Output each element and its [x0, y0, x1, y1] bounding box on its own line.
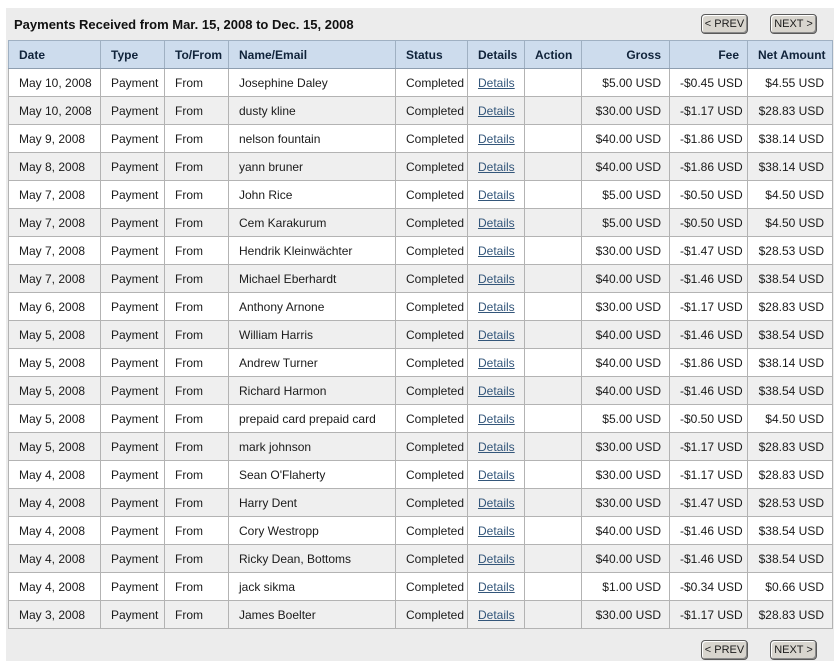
details-link[interactable]: Details	[478, 103, 515, 118]
name-email-cell: mark johnson	[229, 433, 396, 461]
fee-cell: -$1.47 USD	[670, 237, 748, 265]
fee-cell: -$1.86 USD	[670, 125, 748, 153]
payments-table-body	[9, 69, 833, 629]
type-cell: Payment	[101, 461, 165, 489]
details-link[interactable]: Details	[478, 299, 515, 314]
fee-cell: -$0.50 USD	[670, 181, 748, 209]
date-cell: May 5, 2008	[9, 433, 101, 461]
action-cell	[525, 69, 582, 97]
status-cell: Completed	[396, 125, 468, 153]
type-cell: Payment	[101, 125, 165, 153]
action-cell	[525, 97, 582, 125]
to-from-cell: From	[165, 433, 229, 461]
details-cell	[468, 489, 525, 517]
action-cell	[525, 489, 582, 517]
type-cell: Payment	[101, 489, 165, 517]
net-amount-cell: $4.50 USD	[748, 209, 833, 237]
details-cell	[468, 153, 525, 181]
fee-cell: -$1.17 USD	[670, 601, 748, 629]
date-cell: May 7, 2008	[9, 209, 101, 237]
gross-cell: $40.00 USD	[582, 545, 670, 573]
date-cell: May 5, 2008	[9, 377, 101, 405]
status-cell: Completed	[396, 69, 468, 97]
table-row	[9, 517, 833, 545]
net-amount-cell: $38.14 USD	[748, 125, 833, 153]
date-cell: May 7, 2008	[9, 237, 101, 265]
action-cell	[525, 573, 582, 601]
status-cell: Completed	[396, 209, 468, 237]
net-amount-cell: $28.53 USD	[748, 237, 833, 265]
type-cell: Payment	[101, 545, 165, 573]
type-cell: Payment	[101, 237, 165, 265]
details-link[interactable]: Details	[478, 411, 515, 426]
status-cell: Completed	[396, 265, 468, 293]
details-link[interactable]: Details	[478, 439, 515, 454]
table-row	[9, 237, 833, 265]
type-cell: Payment	[101, 209, 165, 237]
to-from-cell: From	[165, 293, 229, 321]
details-link[interactable]: Details	[478, 131, 515, 146]
details-cell	[468, 545, 525, 573]
to-from-cell: From	[165, 181, 229, 209]
action-cell	[525, 321, 582, 349]
payments-panel	[6, 8, 834, 661]
fee-cell: -$1.86 USD	[670, 153, 748, 181]
details-link[interactable]: Details	[478, 215, 515, 230]
gross-cell: $40.00 USD	[582, 265, 670, 293]
gross-cell: $1.00 USD	[582, 573, 670, 601]
status-cell: Completed	[396, 181, 468, 209]
fee-cell: -$0.45 USD	[670, 69, 748, 97]
status-cell: Completed	[396, 349, 468, 377]
details-cell	[468, 405, 525, 433]
net-amount-cell: $38.14 USD	[748, 153, 833, 181]
details-cell	[468, 97, 525, 125]
name-email-cell: Richard Harmon	[229, 377, 396, 405]
fee-cell: -$1.46 USD	[670, 265, 748, 293]
net-amount-cell: $28.83 USD	[748, 461, 833, 489]
details-cell	[468, 349, 525, 377]
status-cell: Completed	[396, 461, 468, 489]
type-cell: Payment	[101, 433, 165, 461]
details-cell	[468, 517, 525, 545]
gross-cell: $5.00 USD	[582, 209, 670, 237]
date-cell: May 3, 2008	[9, 601, 101, 629]
table-row	[9, 601, 833, 629]
prev-button-top[interactable]: < PREV	[701, 14, 748, 34]
date-cell: May 7, 2008	[9, 265, 101, 293]
type-cell: Payment	[101, 573, 165, 601]
details-link[interactable]: Details	[478, 271, 515, 286]
table-row	[9, 433, 833, 461]
top-pagination	[701, 14, 817, 34]
details-link[interactable]: Details	[478, 467, 515, 482]
name-email-cell: prepaid card prepaid card	[229, 405, 396, 433]
gross-cell: $30.00 USD	[582, 97, 670, 125]
table-row	[9, 545, 833, 573]
action-cell	[525, 181, 582, 209]
name-email-cell: Josephine Daley	[229, 69, 396, 97]
name-email-cell: James Boelter	[229, 601, 396, 629]
details-link[interactable]: Details	[478, 355, 515, 370]
date-cell: May 10, 2008	[9, 69, 101, 97]
type-cell: Payment	[101, 69, 165, 97]
details-cell	[468, 237, 525, 265]
date-cell: May 5, 2008	[9, 349, 101, 377]
name-email-cell: nelson fountain	[229, 125, 396, 153]
gross-cell: $40.00 USD	[582, 377, 670, 405]
fee-cell: -$0.50 USD	[670, 209, 748, 237]
details-cell	[468, 125, 525, 153]
name-email-cell: yann bruner	[229, 153, 396, 181]
net-amount-cell: $38.54 USD	[748, 545, 833, 573]
details-link[interactable]: Details	[478, 383, 515, 398]
details-cell	[468, 377, 525, 405]
type-cell: Payment	[101, 377, 165, 405]
details-cell	[468, 573, 525, 601]
action-cell	[525, 125, 582, 153]
table-row	[9, 209, 833, 237]
gross-cell: $30.00 USD	[582, 293, 670, 321]
net-amount-cell: $38.54 USD	[748, 377, 833, 405]
fee-cell: -$1.17 USD	[670, 97, 748, 125]
gross-cell: $30.00 USD	[582, 489, 670, 517]
details-link[interactable]: Details	[478, 75, 515, 90]
column-header-date: Date	[9, 41, 101, 69]
to-from-cell: From	[165, 517, 229, 545]
fee-cell: -$0.34 USD	[670, 573, 748, 601]
status-cell: Completed	[396, 601, 468, 629]
status-cell: Completed	[396, 545, 468, 573]
column-header-details: Details	[468, 41, 525, 69]
net-amount-cell: $4.50 USD	[748, 181, 833, 209]
status-cell: Completed	[396, 573, 468, 601]
type-cell: Payment	[101, 405, 165, 433]
date-cell: May 5, 2008	[9, 405, 101, 433]
status-cell: Completed	[396, 153, 468, 181]
date-cell: May 9, 2008	[9, 125, 101, 153]
column-header-gross: Gross	[582, 41, 670, 69]
type-cell: Payment	[101, 153, 165, 181]
details-link[interactable]: Details	[478, 243, 515, 258]
to-from-cell: From	[165, 153, 229, 181]
gross-cell: $40.00 USD	[582, 153, 670, 181]
type-cell: Payment	[101, 601, 165, 629]
table-header-row	[9, 41, 833, 69]
details-cell	[468, 209, 525, 237]
table-row	[9, 461, 833, 489]
net-amount-cell: $28.53 USD	[748, 489, 833, 517]
date-cell: May 6, 2008	[9, 293, 101, 321]
table-row	[9, 153, 833, 181]
fee-cell: -$1.46 USD	[670, 377, 748, 405]
type-cell: Payment	[101, 293, 165, 321]
net-amount-cell: $28.83 USD	[748, 601, 833, 629]
status-cell: Completed	[396, 433, 468, 461]
details-cell	[468, 293, 525, 321]
type-cell: Payment	[101, 265, 165, 293]
action-cell	[525, 461, 582, 489]
details-cell	[468, 69, 525, 97]
gross-cell: $40.00 USD	[582, 125, 670, 153]
name-email-cell: Hendrik Kleinwächter	[229, 237, 396, 265]
name-email-cell: Cory Westropp	[229, 517, 396, 545]
gross-cell: $30.00 USD	[582, 433, 670, 461]
bottom-pagination	[701, 640, 817, 660]
page-title: Payments Received from Mar. 15, 2008 to Dec. 15, 2008	[14, 16, 354, 32]
column-header-to-from: To/From	[165, 41, 229, 69]
table-row	[9, 321, 833, 349]
action-cell	[525, 209, 582, 237]
gross-cell: $40.00 USD	[582, 517, 670, 545]
date-cell: May 5, 2008	[9, 321, 101, 349]
column-header-name-email: Name/Email	[229, 41, 396, 69]
name-email-cell: John Rice	[229, 181, 396, 209]
status-cell: Completed	[396, 377, 468, 405]
details-link[interactable]: Details	[478, 159, 515, 174]
type-cell: Payment	[101, 349, 165, 377]
action-cell	[525, 601, 582, 629]
payments-table	[8, 40, 833, 629]
column-header-type: Type	[101, 41, 165, 69]
status-cell: Completed	[396, 489, 468, 517]
net-amount-cell: $4.55 USD	[748, 69, 833, 97]
net-amount-cell: $28.83 USD	[748, 97, 833, 125]
type-cell: Payment	[101, 181, 165, 209]
to-from-cell: From	[165, 545, 229, 573]
fee-cell: -$1.17 USD	[670, 433, 748, 461]
name-email-cell: dusty kline	[229, 97, 396, 125]
name-email-cell: Anthony Arnone	[229, 293, 396, 321]
table-row	[9, 377, 833, 405]
date-cell: May 4, 2008	[9, 517, 101, 545]
prev-button-bottom[interactable]: < PREV	[701, 640, 748, 660]
fee-cell: -$1.46 USD	[670, 321, 748, 349]
net-amount-cell: $0.66 USD	[748, 573, 833, 601]
date-cell: May 8, 2008	[9, 153, 101, 181]
table-row	[9, 293, 833, 321]
status-cell: Completed	[396, 237, 468, 265]
to-from-cell: From	[165, 265, 229, 293]
to-from-cell: From	[165, 69, 229, 97]
next-button-bottom[interactable]: NEXT >	[770, 640, 817, 660]
to-from-cell: From	[165, 349, 229, 377]
table-row	[9, 97, 833, 125]
name-email-cell: Cem Karakurum	[229, 209, 396, 237]
table-row	[9, 181, 833, 209]
name-email-cell: Michael Eberhardt	[229, 265, 396, 293]
table-row	[9, 489, 833, 517]
date-cell: May 4, 2008	[9, 489, 101, 517]
action-cell	[525, 377, 582, 405]
gross-cell: $30.00 USD	[582, 601, 670, 629]
table-row	[9, 265, 833, 293]
details-cell	[468, 181, 525, 209]
column-header-action: Action	[525, 41, 582, 69]
status-cell: Completed	[396, 293, 468, 321]
next-button-top[interactable]: NEXT >	[770, 14, 817, 34]
details-cell	[468, 601, 525, 629]
column-header-net-amount: Net Amount	[748, 41, 833, 69]
details-cell	[468, 265, 525, 293]
gross-cell: $30.00 USD	[582, 237, 670, 265]
action-cell	[525, 237, 582, 265]
type-cell: Payment	[101, 517, 165, 545]
status-cell: Completed	[396, 405, 468, 433]
table-row	[9, 349, 833, 377]
gross-cell: $5.00 USD	[582, 69, 670, 97]
date-cell: May 4, 2008	[9, 545, 101, 573]
action-cell	[525, 265, 582, 293]
to-from-cell: From	[165, 573, 229, 601]
action-cell	[525, 433, 582, 461]
fee-cell: -$1.86 USD	[670, 349, 748, 377]
gross-cell: $5.00 USD	[582, 405, 670, 433]
header-bar	[6, 8, 834, 40]
to-from-cell: From	[165, 377, 229, 405]
details-cell	[468, 461, 525, 489]
table-row	[9, 125, 833, 153]
net-amount-cell: $4.50 USD	[748, 405, 833, 433]
to-from-cell: From	[165, 405, 229, 433]
fee-cell: -$1.47 USD	[670, 489, 748, 517]
to-from-cell: From	[165, 97, 229, 125]
to-from-cell: From	[165, 209, 229, 237]
details-link[interactable]: Details	[478, 551, 515, 566]
action-cell	[525, 517, 582, 545]
net-amount-cell: $38.54 USD	[748, 517, 833, 545]
action-cell	[525, 349, 582, 377]
action-cell	[525, 545, 582, 573]
net-amount-cell: $38.54 USD	[748, 321, 833, 349]
name-email-cell: Harry Dent	[229, 489, 396, 517]
details-link[interactable]: Details	[478, 495, 515, 510]
to-from-cell: From	[165, 321, 229, 349]
footer-bar	[6, 636, 834, 663]
to-from-cell: From	[165, 237, 229, 265]
net-amount-cell: $28.83 USD	[748, 433, 833, 461]
details-cell	[468, 433, 525, 461]
gross-cell: $30.00 USD	[582, 461, 670, 489]
fee-cell: -$1.17 USD	[670, 461, 748, 489]
action-cell	[525, 153, 582, 181]
gross-cell: $40.00 USD	[582, 321, 670, 349]
details-cell	[468, 321, 525, 349]
details-link[interactable]: Details	[478, 187, 515, 202]
gross-cell: $40.00 USD	[582, 349, 670, 377]
fee-cell: -$0.50 USD	[670, 405, 748, 433]
type-cell: Payment	[101, 321, 165, 349]
column-header-fee: Fee	[670, 41, 748, 69]
to-from-cell: From	[165, 489, 229, 517]
date-cell: May 4, 2008	[9, 461, 101, 489]
date-cell: May 4, 2008	[9, 573, 101, 601]
name-email-cell: Andrew Turner	[229, 349, 396, 377]
net-amount-cell: $38.14 USD	[748, 349, 833, 377]
table-row	[9, 69, 833, 97]
status-cell: Completed	[396, 517, 468, 545]
gross-cell: $5.00 USD	[582, 181, 670, 209]
fee-cell: -$1.46 USD	[670, 517, 748, 545]
action-cell	[525, 293, 582, 321]
net-amount-cell: $38.54 USD	[748, 265, 833, 293]
fee-cell: -$1.17 USD	[670, 293, 748, 321]
status-cell: Completed	[396, 97, 468, 125]
name-email-cell: Sean O'Flaherty	[229, 461, 396, 489]
status-cell: Completed	[396, 321, 468, 349]
net-amount-cell: $28.83 USD	[748, 293, 833, 321]
details-link[interactable]: Details	[478, 327, 515, 342]
details-link[interactable]: Details	[478, 579, 515, 594]
to-from-cell: From	[165, 461, 229, 489]
fee-cell: -$1.46 USD	[670, 545, 748, 573]
column-header-status: Status	[396, 41, 468, 69]
to-from-cell: From	[165, 125, 229, 153]
date-cell: May 7, 2008	[9, 181, 101, 209]
name-email-cell: jack sikma	[229, 573, 396, 601]
type-cell: Payment	[101, 97, 165, 125]
name-email-cell: William Harris	[229, 321, 396, 349]
name-email-cell: Ricky Dean, Bottoms	[229, 545, 396, 573]
date-cell: May 10, 2008	[9, 97, 101, 125]
action-cell	[525, 405, 582, 433]
table-row	[9, 573, 833, 601]
table-row	[9, 405, 833, 433]
to-from-cell: From	[165, 601, 229, 629]
details-link[interactable]: Details	[478, 607, 515, 622]
details-link[interactable]: Details	[478, 523, 515, 538]
